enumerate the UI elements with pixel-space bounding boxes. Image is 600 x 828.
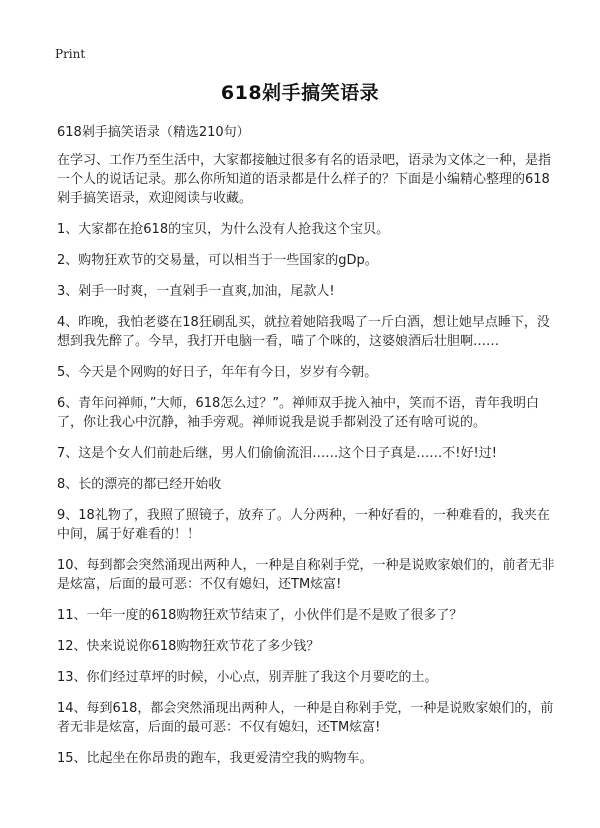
quote-item: 4、昨晚，我怕老婆在18狂刷乱买，就拉着她陪我喝了一斤白酒，想让她早点睡下，没想到我先醉了。今早，我打开电脑一看，喵了个咪的，这婆娘酒后壮胆啊…… [57, 315, 550, 349]
quote-item: 2、购物狂欢节的交易量，可以相当于一些国家的gDp。 [57, 253, 378, 268]
quote-item: 15、比起坐在你昂贵的跑车，我更爱清空我的购物车。 [57, 751, 373, 766]
quote-item: 8、长的漂亮的都已经开始收 [57, 477, 222, 492]
quote-item: 1、大家都在抢618的宝贝，为什么没有人抢我这个宝贝。 [57, 222, 390, 237]
quote-item: 11、一年一度的618购物狂欢节结束了，小伙伴们是不是败了很多了？ [57, 608, 463, 623]
page-title: 618剁手搞笑语录 [220, 82, 380, 104]
quote-item: 9、18礼物了，我照了照镜子，放弃了。人分两种，一种好看的，一种难看的，我夹在中间，属于好难看的！！ [57, 508, 550, 542]
intro-paragraph: 在学习、工作乃至生活中，大家都接触过很多有名的语录吧，语录为文体之一种，是指一个人的说话记录。那么你所知道的语录都是什么样子的？下面是小编精心整理的618剁手搞笑语录，欢迎阅读与收藏。 [57, 153, 552, 206]
quote-item: 13、你们经过草坪的时候，小心点，别弄脏了我这个月要吃的土。 [57, 670, 438, 685]
quote-item: 7、这是个女人们前赴后继，男人们偷偷流泪……这个日子真是……不!好!过! [57, 446, 497, 461]
article-body [57, 151, 557, 780]
quote-item: 5、今天是个网购的好日子，年年有今日，岁岁有今朝。 [57, 365, 378, 380]
quote-item: 3、剁手一时爽，一直剁手一直爽,加油，尾款人! [57, 284, 335, 299]
quote-item: 10、每到都会突然涌现出两种人，一种是自称剁手党，一种是说败家娘们的，前者无非是炫富，后面的最可恶：不仅有媳妇，还TM炫富! [57, 558, 555, 592]
page-subtitle: 618剁手搞笑语录（精选210句） [57, 125, 250, 140]
print-link[interactable]: Print [55, 47, 86, 61]
quote-item: 6、青年问禅师，”大师，618怎么过？”。禅师双手拢入袖中，笑而不语，青年我明白了，你让我心中沉静，袖手旁观。禅师说我是说手都剁没了还有啥可说的。 [57, 396, 540, 430]
quote-item: 14、每到618，都会突然涌现出两种人，一种是自称剁手党，一种是说败家娘们的，前者无非是炫富，后面的最可恶：不仅有媳妇，还TM炫富! [57, 701, 554, 735]
quote-item: 12、快来说说你618购物狂欢节花了多少钱？ [57, 639, 320, 654]
